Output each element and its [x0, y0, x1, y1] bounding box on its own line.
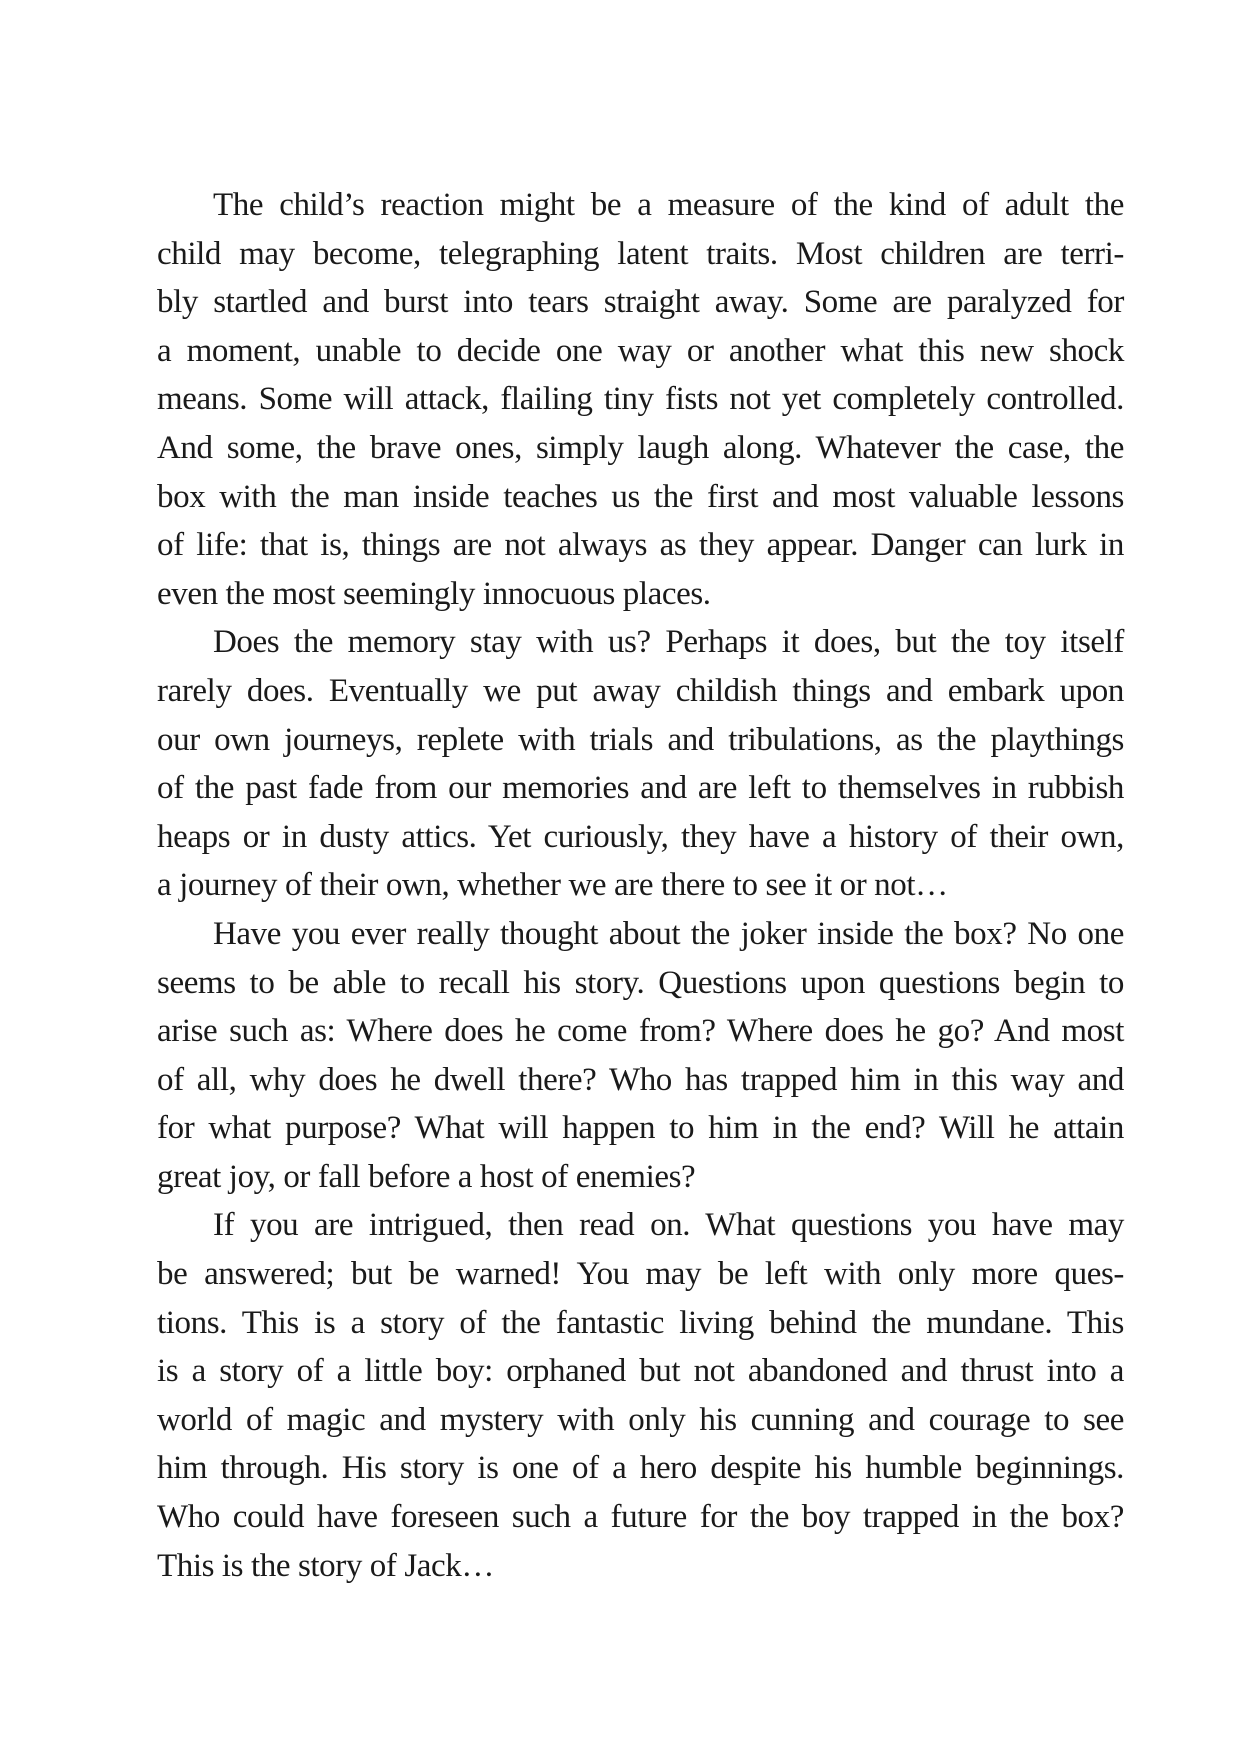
paragraph-2: [157, 618, 1124, 910]
text-line: him through. His story is one of a hero despite his humble beginnings.: [157, 1450, 1124, 1487]
paragraph-1: [157, 181, 1124, 618]
text-line: And some, the brave ones, simply laugh along. Whatever the case, the: [157, 429, 1124, 466]
text-line: is a story of a little boy: orphaned but not abandoned and thrust into a: [157, 1353, 1124, 1390]
text-line: Have you ever really thought about the joker inside the box? No one: [213, 915, 1124, 952]
text-line: our own journeys, replete with trials and tribulations, as the playthings: [157, 721, 1124, 758]
text-line: for what purpose? What will happen to him in the end? Will he attain: [157, 1110, 1124, 1147]
text-line: bly startled and burst into tears straight away. Some are paralyzed for: [157, 284, 1124, 321]
text-line: a moment, unable to decide one way or another what this new shock: [157, 332, 1124, 369]
text-line: rarely does. Eventually we put away childish things and embark upon: [157, 672, 1124, 709]
text-line: This is the story of Jack…: [157, 1547, 494, 1584]
text-line: even the most seemingly innocuous places.: [157, 575, 711, 612]
text-line: world of magic and mystery with only his cunning and courage to see: [157, 1401, 1124, 1438]
text-line: means. Some will attack, flailing tiny fists not yet completely controlled.: [157, 381, 1124, 418]
text-line: box with the man inside teaches us the first and most valuable lessons: [157, 478, 1124, 515]
text-line: of life: that is, things are not always as they appear. Danger can lurk in: [157, 527, 1124, 564]
text-line: The child’s reaction might be a measure of the kind of adult the: [213, 187, 1124, 223]
text-line: arise such as: Where does he come from? Where does he go? And most: [157, 1013, 1124, 1050]
text-line: of all, why does he dwell there? Who has trapped him in this way and: [157, 1061, 1124, 1098]
text-line: If you are intrigued, then read on. What questions you have may: [213, 1207, 1124, 1244]
text-line: tions. This is a story of the fantastic living behind the mundane. This: [157, 1304, 1124, 1341]
text-line: of the past fade from our memories and are left to themselves in rubbish: [157, 770, 1124, 807]
text-line: heaps or in dusty attics. Yet curiously, they have a history of their own,: [157, 818, 1124, 855]
paragraph-3: [157, 910, 1124, 1202]
text-line: Does the memory stay with us? Perhaps it does, but the toy itself: [213, 624, 1124, 661]
paragraph-4: [157, 1201, 1124, 1590]
text-line: seems to be able to recall his story. Questions upon questions begin to: [157, 964, 1124, 1001]
text-line: child may become, telegraphing latent traits. Most children are terri-: [157, 235, 1124, 272]
text-line: great joy, or fall before a host of enemies?: [157, 1158, 696, 1195]
text-line: be answered; but be warned! You may be left with only more ques-: [157, 1256, 1124, 1293]
text-line: a journey of their own, whether we are there to see it or not…: [157, 867, 948, 904]
body-text: [157, 181, 1124, 1590]
text-line: Who could have foreseen such a future for the boy trapped in the box?: [157, 1499, 1124, 1536]
